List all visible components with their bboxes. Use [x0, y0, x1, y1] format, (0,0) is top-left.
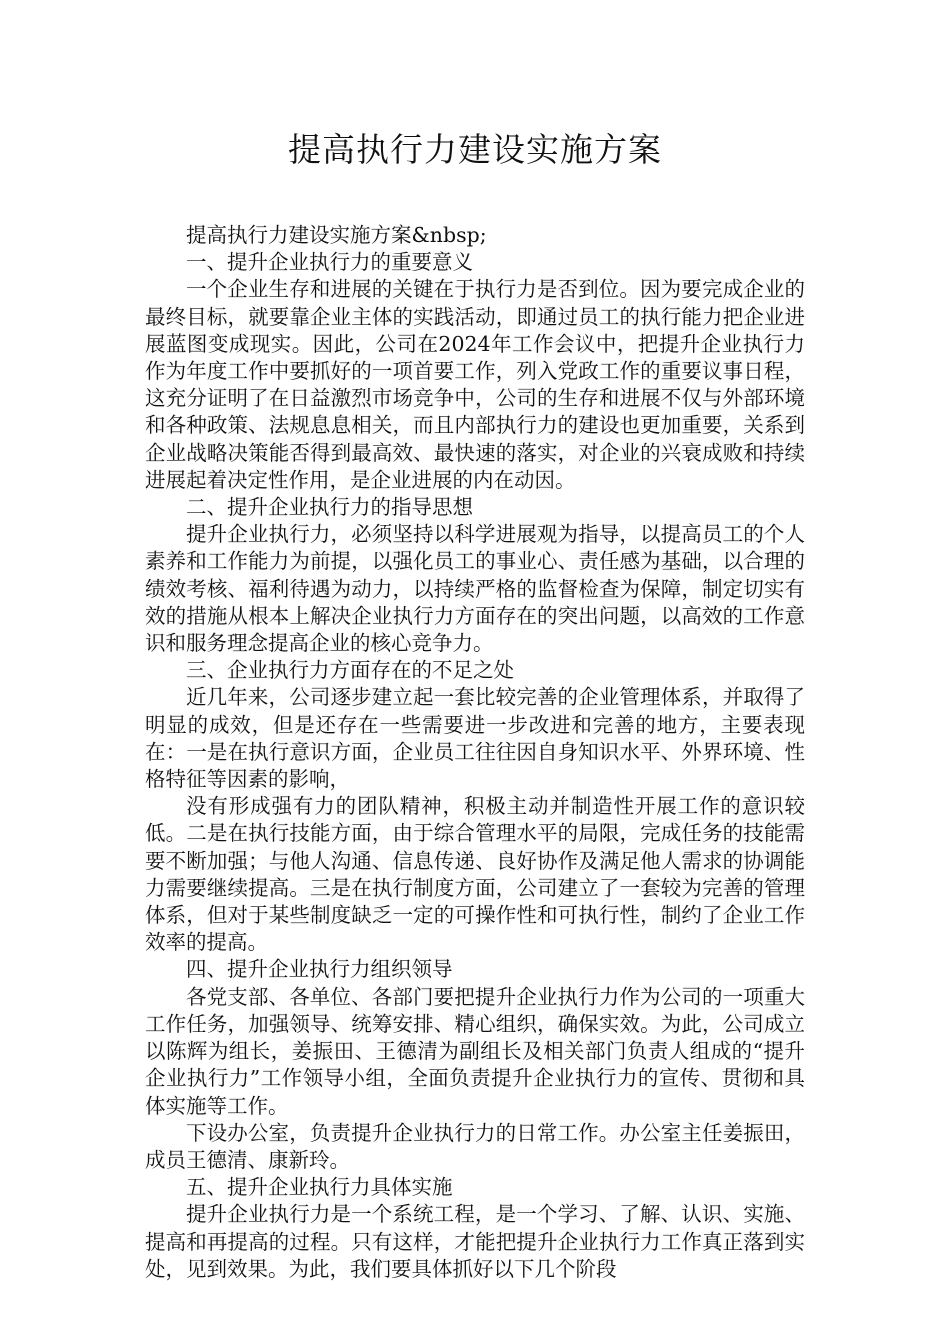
document-body: [145, 222, 805, 1283]
section-paragraph-4b: 下设办公室，负责提升企业执行力的日常工作。办公室主任姜振田，成员王德清、康新玲。: [145, 1120, 805, 1172]
section-paragraph-4a: 各党支部、各单位、各部门要把提升企业执行力作为公司的一项重大工作任务，加强领导、统筹安排、精心组织，确保实效。为此，公司成立以陈辉为组长，姜振田、王德清为副组长及相关部门负责人组成的“提升企业执行力”工作领导小组，全面负责提升企业执行力的宣传、贯彻和具体实施等工作。: [145, 984, 805, 1118]
section-paragraph-3a: 近几年来，公司逐步建立起一套比较完善的企业管理体系，并取得了明显的成效，但是还存在一些需要进一步改进和完善的地方，主要表现在：一是在执行意识方面，企业员工往往因自身知识水平、外界环境、性格特征等因素的影响，: [145, 685, 805, 792]
section-heading-5: 五、提升企业执行力具体实施: [186, 1175, 453, 1200]
section-heading-4: 四、提升企业执行力组织领导: [186, 957, 453, 982]
intro-line: 提高执行力建设实施方案&nbsp;: [186, 223, 487, 247]
document-title: 提高执行力建设实施方案: [288, 130, 662, 169]
section-heading-2: 二、提升企业执行力的指导思想: [186, 495, 473, 520]
section-paragraph-1: 一个企业生存和进展的关键在于执行力是否到位。因为要完成企业的最终目标，就要靠企业主体的实践活动，即通过员工的执行能力把企业进展蓝图变成现实。因此，公司在2024年工作会议中，把提升企业执行力作为年度工作中要抓好的一项首要工作，列入党政工作的重要议事日程，这充分证明了在日益激烈市场竞争中，公司的生存和进展不仅与外部环境和各种政策、法规息息相关，而且内部执行力的建设也更加重要，关系到企业战略决策能否得到最高效、最快速的落实，对企业的兴衰成败和持续进展起着决定性作用，是企业进展的内在动因。: [145, 277, 805, 492]
section-paragraph-5: 提升企业执行力是一个系统工程，是一个学习、了解、认识、实施、提高和再提高的过程。只有这样，才能把提升企业执行力工作真正落到实处，见到效果。为此，我们要具体抓好以下几个阶段: [145, 1202, 805, 1281]
section-heading-3: 三、企业执行力方面存在的不足之处: [186, 658, 514, 683]
section-heading-1: 一、提升企业执行力的重要意义: [186, 250, 473, 275]
section-paragraph-2: 提升企业执行力，必须坚持以科学进展观为指导，以提高员工的个人素养和工作能力为前提，以强化员工的事业心、责任感为基础，以合理的绩效考核、福利待遇为动力，以持续严格的监督检查为保障，制定切实有效的措施从根本上解决企业执行力方面存在的突出问题，以高效的工作意识和服务理念提高企业的核心竞争力。: [145, 522, 805, 656]
section-paragraph-3b: 没有形成强有力的团队精神，积极主动并制造性开展工作的意识较低。二是在执行技能方面，由于综合管理水平的局限，完成任务的技能需要不断加强；与他人沟通、信息传递、良好协作及满足他人需求的协调能力需要继续提高。三是在执行制度方面，公司建立了一套较为完善的管理体系，但对于某些制度缺乏一定的可操作性和可执行性，制约了企业工作效率的提高。: [145, 794, 805, 955]
